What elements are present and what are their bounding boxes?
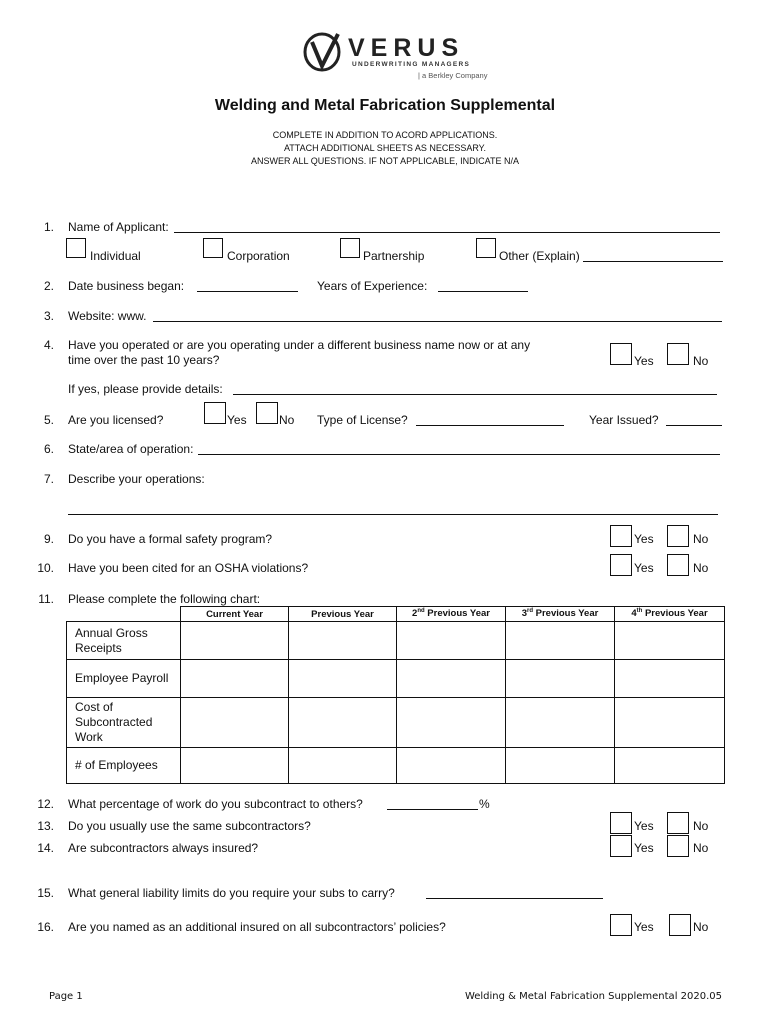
q5-no-label: No <box>279 413 295 427</box>
q13-number: 13. <box>37 819 54 833</box>
column-header: Previous Year <box>289 607 397 622</box>
q14-no-label: No <box>693 841 709 855</box>
table-cell[interactable] <box>181 748 289 784</box>
q6-label: State/area of operation: <box>68 442 194 456</box>
q10-no-checkbox[interactable] <box>667 554 689 576</box>
q5-number: 5. <box>43 413 54 427</box>
partnership-checkbox[interactable] <box>340 238 360 258</box>
q13-yes-label: Yes <box>634 819 654 833</box>
q13-no-label: No <box>693 819 709 833</box>
other-label: Other (Explain) <box>499 249 580 263</box>
q10-label: Have you been cited for an OSHA violations? <box>68 561 309 575</box>
table-cell[interactable] <box>615 622 725 660</box>
q7-label: Describe your operations: <box>68 472 205 486</box>
table-header-row <box>67 607 725 622</box>
q5-no-checkbox[interactable] <box>256 402 278 424</box>
row-label: Employee Payroll <box>67 660 181 698</box>
table-cell[interactable] <box>506 660 615 698</box>
other-explain-field[interactable] <box>583 261 723 262</box>
q11-number: 11. <box>38 592 54 606</box>
q9-number: 9. <box>43 532 54 546</box>
table-cell[interactable] <box>615 660 725 698</box>
q3-label: Website: www. <box>68 309 147 323</box>
row-label: # of Employees <box>67 748 181 784</box>
q16-yes-label: Yes <box>634 920 654 934</box>
q11-label: Please complete the following chart: <box>68 592 261 606</box>
website-field[interactable] <box>153 321 722 322</box>
q10-yes-checkbox[interactable] <box>610 554 632 576</box>
q14-yes-checkbox[interactable] <box>610 835 632 857</box>
table-cell[interactable] <box>397 748 506 784</box>
corporation-checkbox[interactable] <box>203 238 223 258</box>
applicant-name-field[interactable] <box>174 232 720 233</box>
q4-details-label: If yes, please provide details: <box>68 382 223 396</box>
q16-no-label: No <box>693 920 709 934</box>
q9-no-checkbox[interactable] <box>667 525 689 547</box>
column-header: 3rd Previous Year <box>506 607 615 622</box>
years-experience-label: Years of Experience: <box>317 279 428 293</box>
q12-number: 12. <box>37 797 54 811</box>
instruction-line-2: ATTACH ADDITIONAL SHEETS AS NECESSARY. <box>283 143 487 153</box>
license-type-field[interactable] <box>416 425 564 426</box>
instruction-line-1: COMPLETE IN ADDITION TO ACORD APPLICATIONS. <box>272 130 498 140</box>
table-cell[interactable] <box>397 698 506 748</box>
table-cell[interactable] <box>397 660 506 698</box>
verus-logo <box>300 30 488 82</box>
q4-no-checkbox[interactable] <box>667 343 689 365</box>
individual-label: Individual <box>90 249 141 263</box>
table-cell[interactable] <box>289 748 397 784</box>
q9-yes-checkbox[interactable] <box>610 525 632 547</box>
q1-number: 1. <box>43 220 54 234</box>
table-row <box>67 748 725 784</box>
q1-label: Name of Applicant: <box>68 220 169 234</box>
column-header: 4th Previous Year <box>615 607 725 622</box>
table-corner <box>67 607 181 622</box>
logo-subtitle: UNDERWRITING MANAGERS <box>352 61 471 68</box>
individual-checkbox[interactable] <box>66 238 86 258</box>
q7-number: 7. <box>43 472 54 486</box>
row-label: Cost of Subcontracted Work <box>67 698 181 748</box>
q9-label: Do you have a formal safety program? <box>68 532 273 546</box>
q10-no-label: No <box>693 561 709 575</box>
q5-label: Are you licensed? <box>68 413 164 427</box>
table-cell[interactable] <box>506 748 615 784</box>
table-cell[interactable] <box>615 748 725 784</box>
years-experience-field[interactable] <box>438 291 528 292</box>
q2-label: Date business began: <box>68 279 185 293</box>
q15-number: 15. <box>37 886 54 900</box>
operations-description-field[interactable] <box>68 514 718 515</box>
date-business-began-field[interactable] <box>197 291 298 292</box>
table-cell[interactable] <box>181 622 289 660</box>
q13-no-checkbox[interactable] <box>667 812 689 834</box>
footer-document-id: Welding & Metal Fabrication Supplemental 2020.05 <box>464 991 722 1002</box>
verus-logo-mark-icon <box>300 30 346 78</box>
table-cell[interactable] <box>615 698 725 748</box>
q3-number: 3. <box>43 309 54 323</box>
q5-yes-label: Yes <box>227 413 247 427</box>
table-row <box>67 622 725 660</box>
q4-number: 4. <box>43 338 54 352</box>
state-area-field[interactable] <box>198 454 720 455</box>
q4-no-label: No <box>693 354 709 368</box>
q15-label: What general liability limits do you require your subs to carry? <box>68 886 395 900</box>
table-cell[interactable] <box>506 622 615 660</box>
column-header: Current Year <box>181 607 289 622</box>
table-cell[interactable] <box>397 622 506 660</box>
q5-yes-checkbox[interactable] <box>204 402 226 424</box>
year-issued-label: Year Issued? <box>589 413 659 427</box>
row-label: Annual Gross Receipts <box>67 622 181 660</box>
license-type-label: Type of License? <box>317 413 408 427</box>
q13-yes-checkbox[interactable] <box>610 812 632 834</box>
footer-page-number: Page 1 <box>49 991 83 1002</box>
table-row <box>67 698 725 748</box>
q4-line-2: time over the past 10 years? <box>68 353 220 367</box>
table-row <box>67 660 725 698</box>
q2-number: 2. <box>43 279 54 293</box>
q12-label: What percentage of work do you subcontract to others? <box>68 797 363 811</box>
logo-tagline: | a Berkley Company <box>418 71 488 80</box>
instruction-line-3: ANSWER ALL QUESTIONS. IF NOT APPLICABLE, INDICATE N/A <box>251 156 519 166</box>
subcontract-percentage-field[interactable] <box>387 809 478 810</box>
financial-chart-table <box>66 606 725 784</box>
partnership-label: Partnership <box>363 249 425 263</box>
q9-yes-label: Yes <box>634 532 654 546</box>
q10-yes-label: Yes <box>634 561 654 575</box>
table-cell[interactable] <box>181 698 289 748</box>
gl-limits-field[interactable] <box>426 898 603 899</box>
other-checkbox[interactable] <box>476 238 496 258</box>
q10-number: 10. <box>37 561 54 575</box>
corporation-label: Corporation <box>227 249 290 263</box>
table-cell[interactable] <box>289 698 397 748</box>
percent-sign: % <box>479 797 490 811</box>
year-issued-field[interactable] <box>666 425 722 426</box>
q14-no-checkbox[interactable] <box>667 835 689 857</box>
table-cell[interactable] <box>289 622 397 660</box>
q16-yes-checkbox[interactable] <box>610 914 632 936</box>
q16-label: Are you named as an additional insured on all subcontractors’ policies? <box>68 920 446 934</box>
q4-line-1: Have you operated or are you operating under a different business name now or at any <box>68 338 531 352</box>
q9-no-label: No <box>693 532 709 546</box>
table-cell[interactable] <box>289 660 397 698</box>
q16-no-checkbox[interactable] <box>669 914 691 936</box>
q6-number: 6. <box>43 442 54 456</box>
page-title: Welding and Metal Fabrication Supplemental <box>214 97 556 114</box>
q13-label: Do you usually use the same subcontractors? <box>68 819 311 833</box>
table-cell[interactable] <box>506 698 615 748</box>
logo-wordmark: VERUS <box>348 34 465 62</box>
q4-yes-label: Yes <box>634 354 654 368</box>
q14-yes-label: Yes <box>634 841 654 855</box>
column-header: 2nd Previous Year <box>397 607 506 622</box>
q14-label: Are subcontractors always insured? <box>68 841 259 855</box>
q16-number: 16. <box>37 920 54 934</box>
table-cell[interactable] <box>181 660 289 698</box>
q4-details-field[interactable] <box>233 394 717 395</box>
q4-yes-checkbox[interactable] <box>610 343 632 365</box>
q14-number: 14. <box>37 841 54 855</box>
